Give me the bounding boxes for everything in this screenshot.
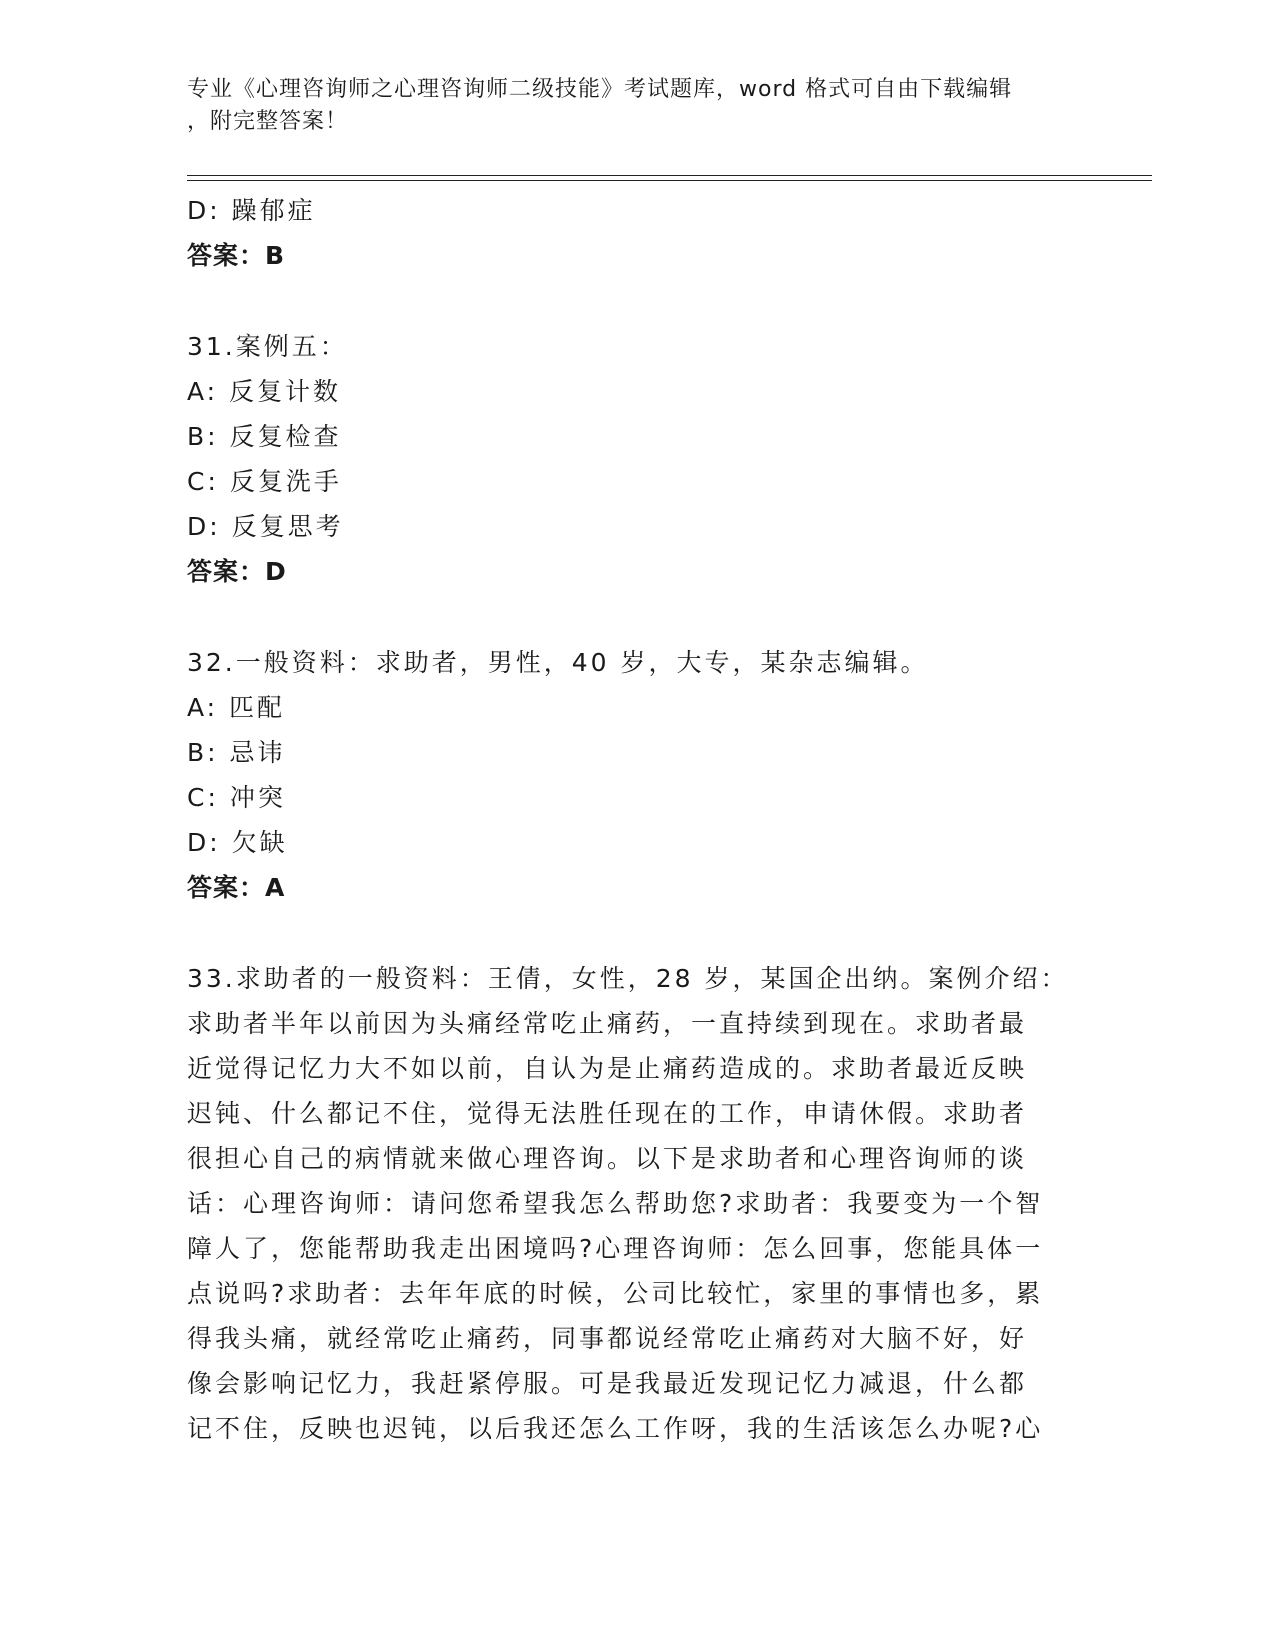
- header-divider-bottom: [187, 180, 1152, 181]
- option-b: B: 反复检查: [187, 422, 342, 451]
- question-31: [187, 324, 1067, 594]
- header-divider-top: [187, 175, 1152, 176]
- spacer: [187, 910, 1067, 956]
- question-stem: 31.案例五：: [187, 332, 348, 361]
- question-33-line: 像会影响记忆力，我赶紧停服。可是我最近发现记忆力减退，什么都: [187, 1369, 1028, 1398]
- question-33-line: 迟钝、什么都记不住，觉得无法胜任现在的工作，申请休假。求助者: [187, 1099, 1028, 1128]
- option-a: A: 匹配: [187, 693, 286, 722]
- question-stem: 32.一般资料：求助者，男性，40 岁，大专，某杂志编辑。: [187, 648, 929, 677]
- question-32: [187, 640, 1067, 910]
- question-33: [187, 956, 1067, 1451]
- prev-answer: 答案：B: [187, 241, 286, 270]
- option-c: C: 反复洗手: [187, 467, 342, 496]
- answer: 答案：A: [187, 873, 286, 902]
- option-b: B: 忌讳: [187, 738, 286, 767]
- question-33-line: 33.求助者的一般资料：王倩，女性，28 岁，某国企出纳。案例介绍：: [187, 964, 1069, 993]
- question-33-line: 近觉得记忆力大不如以前，自认为是止痛药造成的。求助者最近反映: [187, 1054, 1028, 1083]
- answer: 答案：D: [187, 557, 287, 586]
- question-33-line: 记不住，反映也迟钝，以后我还怎么工作呀，我的生活该怎么办呢?心: [187, 1414, 1044, 1443]
- header-title-line-2: ，附完整答案！: [187, 109, 349, 134]
- header-title-line-1: 专业《心理咨询师之心理咨询师二级技能》考试题库，word 格式可自由下载编辑: [187, 77, 1013, 102]
- document-header: [187, 74, 1067, 138]
- question-33-line: 点说吗?求助者：去年年底的时候，公司比较忙，家里的事情也多，累: [187, 1279, 1044, 1308]
- question-33-line: 话：心理咨询师：请问您希望我怎么帮助您?求助者：我要变为一个智: [187, 1189, 1044, 1218]
- option-d: D: 欠缺: [187, 828, 288, 857]
- option-a: A: 反复计数: [187, 377, 342, 406]
- spacer: [187, 278, 1067, 324]
- option-c: C: 冲突: [187, 783, 286, 812]
- question-33-line: 很担心自己的病情就来做心理咨询。以下是求助者和心理咨询师的谈: [187, 1144, 1028, 1173]
- option-d: D: 反复思考: [187, 512, 344, 541]
- spacer: [187, 594, 1067, 640]
- document-body: [187, 188, 1067, 1451]
- question-33-line: 障人了，您能帮助我走出困境吗?心理咨询师：怎么回事，您能具体一: [187, 1234, 1044, 1263]
- question-33-line: 求助者半年以前因为头痛经常吃止痛药，一直持续到现在。求助者最: [187, 1009, 1028, 1038]
- question-33-line: 得我头痛，就经常吃止痛药，同事都说经常吃止痛药对大脑不好，好: [187, 1324, 1028, 1353]
- prev-option-d: D: 躁郁症: [187, 196, 316, 225]
